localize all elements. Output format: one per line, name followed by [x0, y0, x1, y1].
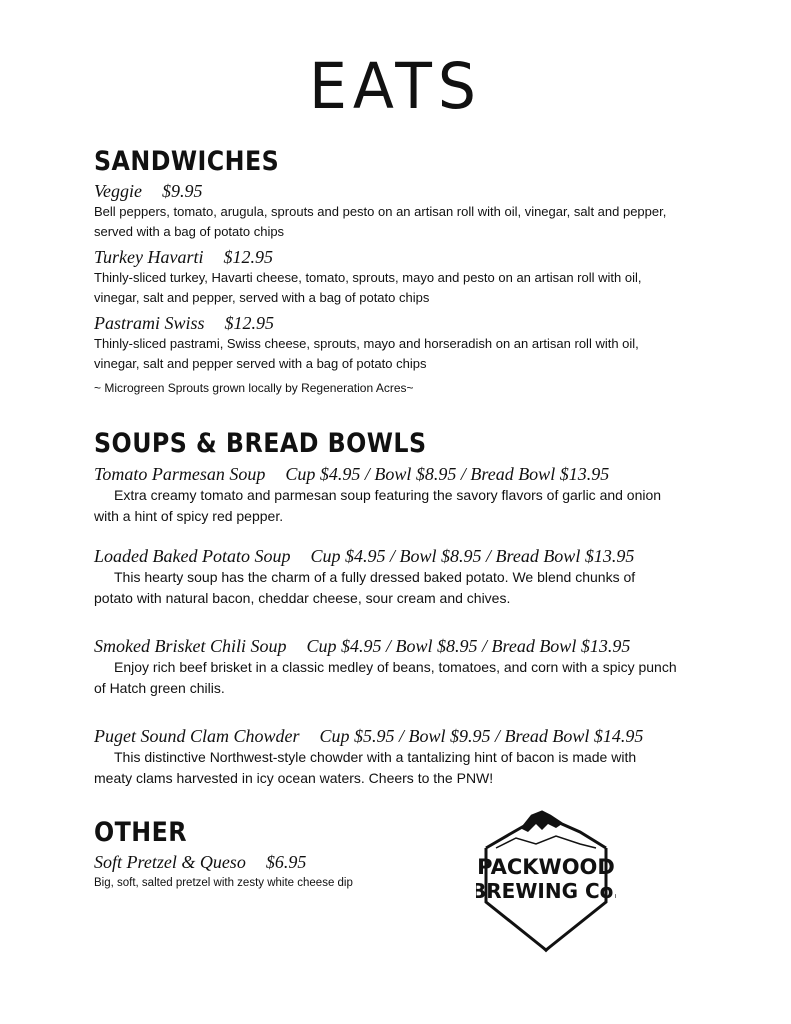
item-description: Bell peppers, tomato, arugula, sprouts and pesto on an artisan roll with oil, vinegar, salt and pepper, served with a bag of potato chips	[94, 204, 667, 239]
item-description: Enjoy rich beef brisket in a classic medley of beans, tomatoes, and corn with a spicy punch of Hatch green chilis.	[94, 659, 677, 696]
item-name: Loaded Baked Potato Soup	[94, 546, 291, 566]
menu-item	[94, 635, 704, 699]
menu-item	[94, 851, 434, 893]
menu-item	[94, 246, 704, 308]
item-price: Cup $4.95 / Bowl $8.95 / Bread Bowl $13.95	[306, 636, 631, 656]
section-heading-other: OTHER	[94, 817, 188, 848]
menu-item	[94, 180, 704, 242]
page-title: EATS	[308, 50, 483, 124]
item-description: Thinly-sliced pastrami, Swiss cheese, sprouts, mayo and horseradish on an artisan roll with oil, vinegar, salt and pepper served with a bag of potato chips	[94, 336, 639, 371]
item-name: Tomato Parmesan Soup	[94, 464, 266, 484]
brewery-logo	[476, 810, 616, 955]
sandwiches-section	[94, 146, 704, 177]
item-price: $12.95	[223, 247, 273, 267]
item-name: Turkey Havarti	[94, 247, 204, 267]
item-name: Soft Pretzel & Queso	[94, 852, 246, 872]
item-price: Cup $5.95 / Bowl $9.95 / Bread Bowl $14.95	[319, 726, 644, 746]
other-section	[94, 817, 434, 848]
soups-section	[94, 428, 704, 459]
section-heading-sandwiches: SANDWICHES	[94, 146, 280, 177]
item-name: Pastrami Swiss	[94, 313, 205, 333]
item-price: $9.95	[161, 181, 203, 201]
item-name: Puget Sound Clam Chowder	[94, 726, 300, 746]
item-price: Cup $4.95 / Bowl $8.95 / Bread Bowl $13.95	[310, 546, 635, 566]
item-description: Big, soft, salted pretzel with zesty white cheese dip	[94, 877, 353, 889]
logo-line1: PACKWOOD	[477, 855, 615, 879]
mountain-shield-icon	[476, 810, 616, 955]
menu-item	[94, 545, 704, 609]
section-heading-soups: SOUPS & BREAD BOWLS	[94, 428, 427, 459]
item-price: Cup $4.95 / Bowl $8.95 / Bread Bowl $13.95	[285, 464, 610, 484]
menu-item	[94, 312, 704, 374]
item-description: This hearty soup has the charm of a fully dressed baked potato. We blend chunks of potato with natural bacon, cheddar cheese, sour cream and chives.	[94, 569, 636, 606]
item-name: Veggie	[94, 181, 142, 201]
item-description: This distinctive Northwest-style chowder with a tantalizing hint of bacon is made with meaty clams harvested in icy ocean waters. Cheers to the PNW!	[94, 749, 637, 786]
item-price: $12.95	[224, 313, 275, 333]
logo-line2: BREWING Co.	[476, 879, 616, 903]
item-description: Thinly-sliced turkey, Havarti cheese, tomato, sprouts, mayo and pesto on an artisan roll with oil, vinegar, salt and pepper, served with a bag of potato chips	[94, 270, 642, 305]
item-description: Extra creamy tomato and parmesan soup featuring the savory flavors of garlic and onion with a hint of spicy red pepper.	[94, 487, 662, 524]
item-price: $6.95	[265, 852, 307, 872]
item-name: Smoked Brisket Chili Soup	[94, 636, 287, 656]
menu-item	[94, 463, 704, 527]
sprouts-note: ~ Microgreen Sprouts grown locally by Regeneration Acres~	[94, 381, 414, 395]
menu-item	[94, 725, 704, 789]
